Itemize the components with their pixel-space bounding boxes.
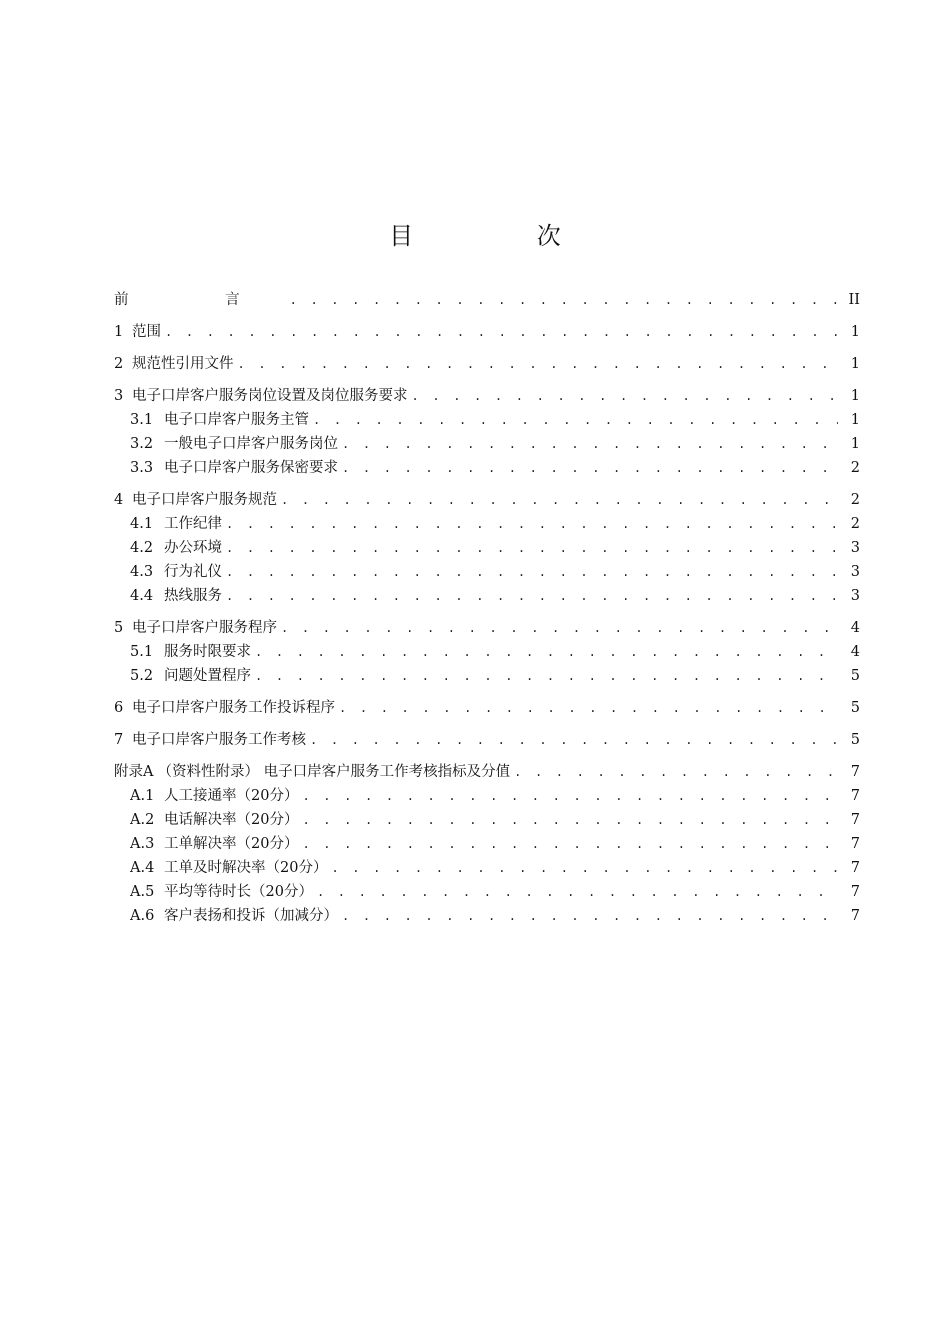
toc-page-number: 1 bbox=[850, 388, 860, 404]
toc-page-number: 5 bbox=[850, 700, 860, 716]
toc-entry-label: 工单解决率（20分） bbox=[164, 836, 299, 852]
toc-subentry[interactable] bbox=[114, 456, 860, 480]
toc-entry-label: 范围 bbox=[132, 324, 161, 340]
toc-entry-appendix[interactable] bbox=[114, 758, 860, 784]
toc-subentry[interactable] bbox=[114, 536, 860, 560]
toc-entry-number: 4.3 bbox=[130, 564, 154, 580]
dot-leader bbox=[226, 560, 838, 584]
toc-entry-label: 电子口岸客户服务程序 bbox=[132, 620, 277, 636]
toc-entry[interactable] bbox=[114, 382, 860, 408]
dot-leader bbox=[226, 536, 838, 560]
toc-entry[interactable] bbox=[114, 614, 860, 640]
dot-leader bbox=[313, 408, 838, 432]
toc-page-number: 3 bbox=[850, 564, 860, 580]
toc-subentry[interactable] bbox=[114, 512, 860, 536]
toc-page-number: 2 bbox=[850, 460, 860, 476]
toc-subentry[interactable] bbox=[114, 664, 860, 688]
toc-entry-label: 工单及时解决率（20分） bbox=[164, 860, 328, 876]
toc-entry-label: 一般电子口岸客户服务岗位 bbox=[164, 436, 338, 452]
dot-leader bbox=[342, 432, 838, 456]
toc-entry-label: 热线服务 bbox=[164, 588, 222, 604]
dot-leader bbox=[165, 320, 838, 344]
toc-entry-number: A.2 bbox=[130, 812, 155, 828]
toc-entry-label: 电子口岸客户服务岗位设置及岗位服务要求 bbox=[132, 388, 408, 404]
toc-entry-label: 人工接通率（20分） bbox=[164, 788, 299, 804]
toc-page-number: II bbox=[848, 292, 860, 308]
toc-entry-number: A.6 bbox=[130, 908, 155, 924]
dot-leader bbox=[302, 784, 838, 808]
toc-page-number: 3 bbox=[850, 588, 860, 604]
toc-page-number: 5 bbox=[850, 732, 860, 748]
toc-entry-label: 服务时限要求 bbox=[164, 644, 251, 660]
toc-entry-number: 1 bbox=[114, 324, 124, 340]
dot-leader bbox=[238, 352, 839, 376]
dot-leader bbox=[514, 760, 838, 784]
toc-entry-label: 行为礼仪 bbox=[164, 564, 222, 580]
toc-entry-label: 规范性引用文件 bbox=[132, 356, 234, 372]
toc-entry-preface[interactable] bbox=[114, 286, 860, 312]
toc-entry-number: 5 bbox=[114, 620, 124, 636]
dot-leader bbox=[310, 728, 838, 752]
table-of-contents bbox=[114, 286, 860, 928]
toc-page-number: 3 bbox=[850, 540, 860, 556]
toc-entry-number: 2 bbox=[114, 356, 124, 372]
toc-page-number: 2 bbox=[850, 492, 860, 508]
dot-leader bbox=[255, 664, 838, 688]
toc-page-number: 1 bbox=[850, 436, 860, 452]
toc-subentry[interactable] bbox=[114, 784, 860, 808]
dot-leader bbox=[226, 584, 838, 608]
toc-page-number: 1 bbox=[850, 356, 860, 372]
toc-entry-number: 4 bbox=[114, 492, 124, 508]
toc-page-number: 7 bbox=[850, 908, 860, 924]
toc-page-number: 1 bbox=[850, 324, 860, 340]
toc-entry-number: 附录A bbox=[114, 764, 154, 780]
toc-entry-label: 问题处置程序 bbox=[164, 668, 251, 684]
toc-entry-number: 7 bbox=[114, 732, 124, 748]
dot-leader bbox=[317, 880, 838, 904]
toc-entry-label: 客户表扬和投诉（加减分） bbox=[164, 908, 338, 924]
toc-entry-number: 4.2 bbox=[130, 540, 154, 556]
toc-entry-label: 电子口岸客户服务工作投诉程序 bbox=[132, 700, 335, 716]
toc-entry-label: 电话解决率（20分） bbox=[164, 812, 299, 828]
dot-leader bbox=[302, 808, 838, 832]
dot-leader bbox=[226, 512, 838, 536]
dot-leader bbox=[255, 640, 838, 664]
toc-entry[interactable] bbox=[114, 350, 860, 376]
toc-entry-label: 办公环境 bbox=[164, 540, 222, 556]
toc-entry[interactable] bbox=[114, 318, 860, 344]
toc-entry-number: A.4 bbox=[130, 860, 155, 876]
toc-entry-number: A.3 bbox=[130, 836, 155, 852]
toc-entry-label: 前 言 bbox=[114, 292, 286, 308]
page-title: 目 次 bbox=[389, 222, 619, 251]
toc-subentry[interactable] bbox=[114, 432, 860, 456]
toc-entry-number: 4.1 bbox=[130, 516, 154, 532]
toc-page-number: 2 bbox=[850, 516, 860, 532]
toc-entry-label: 电子口岸客户服务主管 bbox=[164, 412, 309, 428]
toc-entry-number: 5.1 bbox=[130, 644, 154, 660]
toc-entry-label: 平均等待时长（20分） bbox=[164, 884, 313, 900]
toc-page-number: 5 bbox=[850, 668, 860, 684]
dot-leader bbox=[281, 616, 838, 640]
dot-leader bbox=[412, 384, 839, 408]
dot-leader bbox=[342, 456, 838, 480]
toc-page-number: 1 bbox=[850, 412, 860, 428]
dot-leader bbox=[339, 696, 838, 720]
toc-entry-number: 4.4 bbox=[130, 588, 154, 604]
dot-leader bbox=[290, 288, 838, 312]
toc-page-number: 4 bbox=[850, 644, 860, 660]
toc-subentry[interactable] bbox=[114, 640, 860, 664]
toc-subentry[interactable] bbox=[114, 880, 860, 904]
toc-subentry[interactable] bbox=[114, 808, 860, 832]
toc-page-number: 7 bbox=[850, 860, 860, 876]
toc-page-number: 7 bbox=[850, 812, 860, 828]
toc-entry-label: 工作纪律 bbox=[164, 516, 222, 532]
dot-leader bbox=[302, 832, 838, 856]
toc-page-number: 7 bbox=[850, 884, 860, 900]
toc-entry-label: 电子口岸客户服务规范 bbox=[132, 492, 277, 508]
toc-entry-number: 6 bbox=[114, 700, 124, 716]
dot-leader bbox=[331, 856, 838, 880]
dot-leader bbox=[342, 904, 838, 928]
toc-subentry[interactable] bbox=[114, 856, 860, 880]
toc-subentry[interactable] bbox=[114, 584, 860, 608]
toc-entry-number: 3.3 bbox=[130, 460, 154, 476]
toc-page-number: 7 bbox=[850, 836, 860, 852]
toc-page-number: 7 bbox=[850, 788, 860, 804]
toc-entry-label: 电子口岸客户服务工作考核 bbox=[132, 732, 306, 748]
toc-page-number: 7 bbox=[850, 764, 860, 780]
toc-subentry[interactable] bbox=[114, 560, 860, 584]
toc-entry-number: 3.2 bbox=[130, 436, 154, 452]
toc-page-number: 4 bbox=[850, 620, 860, 636]
toc-entry[interactable] bbox=[114, 694, 860, 720]
toc-entry-number: 5.2 bbox=[130, 668, 154, 684]
toc-entry[interactable] bbox=[114, 726, 860, 752]
toc-entry-number: A.1 bbox=[130, 788, 155, 804]
dot-leader bbox=[281, 488, 838, 512]
toc-entry-number: A.5 bbox=[130, 884, 155, 900]
toc-entry[interactable] bbox=[114, 486, 860, 512]
toc-subentry[interactable] bbox=[114, 832, 860, 856]
toc-entry-number: 3 bbox=[114, 388, 124, 404]
toc-subentry[interactable] bbox=[114, 904, 860, 928]
toc-entry-label: 电子口岸客户服务保密要求 bbox=[164, 460, 338, 476]
toc-entry-label: （资料性附录） 电子口岸客户服务工作考核指标及分值 bbox=[157, 764, 511, 780]
toc-subentry[interactable] bbox=[114, 408, 860, 432]
toc-entry-number: 3.1 bbox=[130, 412, 154, 428]
